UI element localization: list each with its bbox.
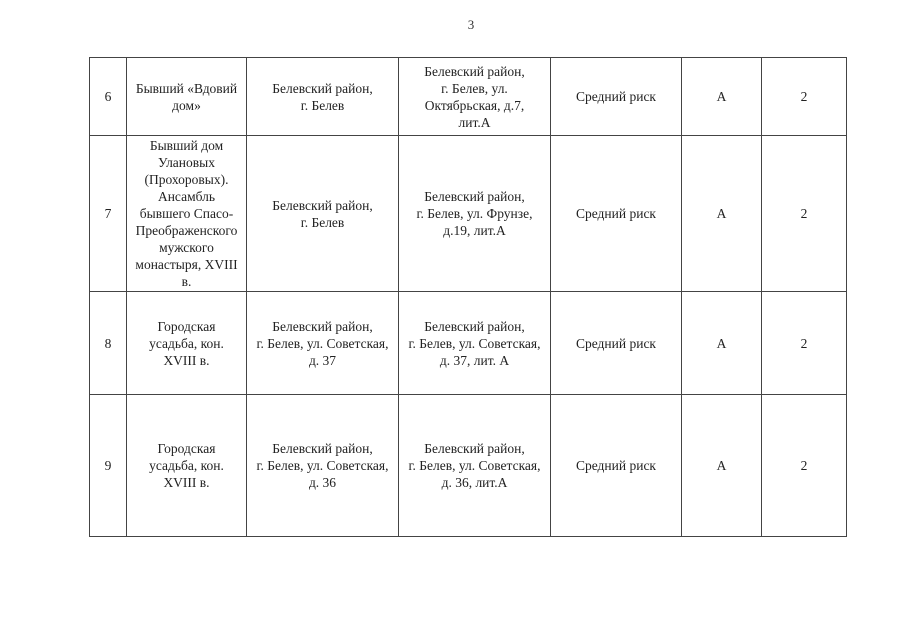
risk-level-cell: Средний риск xyxy=(551,136,682,292)
district-cell: Белевский район, г. Белев, ул. Советская, д. 36 xyxy=(247,395,399,537)
table-row xyxy=(90,292,847,395)
row-number-cell: 6 xyxy=(90,58,127,136)
category-cell: А xyxy=(682,395,762,537)
row-number-cell: 7 xyxy=(90,136,127,292)
object-name-cell: Бывший «Вдовий дом» xyxy=(127,58,247,136)
district-cell: Белевский район, г. Белев xyxy=(247,58,399,136)
risk-level-cell: Средний риск xyxy=(551,292,682,395)
class-cell: 2 xyxy=(762,292,847,395)
object-name-cell: Городская усадьба, кон. XVIII в. xyxy=(127,395,247,537)
category-cell: А xyxy=(682,58,762,136)
district-cell: Белевский район, г. Белев xyxy=(247,136,399,292)
page-number: 3 xyxy=(467,17,475,32)
class-cell: 2 xyxy=(762,136,847,292)
table-row xyxy=(90,58,847,136)
row-number-cell: 9 xyxy=(90,395,127,537)
category-cell: А xyxy=(682,136,762,292)
address-cell: Белевский район, г. Белев, ул. Фрунзе, д.19, лит.А xyxy=(399,136,551,292)
address-cell: Белевский район, г. Белев, ул. Советская, д. 36, лит.А xyxy=(399,395,551,537)
category-cell: А xyxy=(682,292,762,395)
class-cell: 2 xyxy=(762,58,847,136)
row-number-cell: 8 xyxy=(90,292,127,395)
heritage-objects-table xyxy=(89,57,847,537)
district-cell: Белевский район, г. Белев, ул. Советская, д. 37 xyxy=(247,292,399,395)
address-cell: Белевский район, г. Белев, ул. Советская, д. 37, лит. А xyxy=(399,292,551,395)
risk-level-cell: Средний риск xyxy=(551,58,682,136)
address-cell: Белевский район, г. Белев, ул. Октябрьская, д.7, лит.А xyxy=(399,58,551,136)
risk-level-cell: Средний риск xyxy=(551,395,682,537)
table-row xyxy=(90,136,847,292)
table-row xyxy=(90,395,847,537)
class-cell: 2 xyxy=(762,395,847,537)
object-name-cell: Городская усадьба, кон. XVIII в. xyxy=(127,292,247,395)
object-name-cell: Бывший дом Улановых (Прохоровых). Ансамбль бывшего Спасо- Преображенского мужского монастыря, XVIII в. xyxy=(127,136,247,292)
